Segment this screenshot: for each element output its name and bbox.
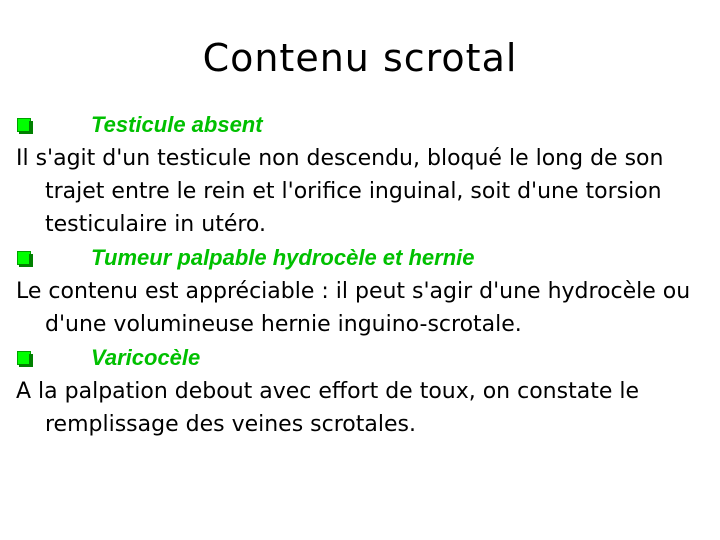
section-heading-line — [16, 241, 706, 275]
section-text: A la palpation debout avec effort de toux, on constate le remplissage des veines scrotales. — [16, 379, 639, 437]
square-bullet-icon — [17, 118, 31, 132]
slide-title: Contenu scrotal — [202, 36, 518, 80]
section-heading: Testicule absent — [91, 112, 263, 137]
section-text: Le contenu est appréciable : il peut s'agir d'une hydrocèle ou d'une volumineuse hernie inguino-scrotale. — [16, 279, 691, 337]
square-bullet-icon — [17, 351, 31, 365]
section-heading: Varicocèle — [91, 345, 201, 370]
section-heading-line — [16, 108, 706, 142]
slide-body — [16, 108, 706, 441]
square-bullet-icon — [17, 251, 31, 265]
section-text: Il s'agit d'un testicule non descendu, bloqué le long de son trajet entre le rein et l'orifice inguinal, soit d'une torsion testiculaire in utéro. — [16, 146, 664, 237]
section-heading-line — [16, 341, 706, 375]
section-heading: Tumeur palpable hydrocèle et hernie — [91, 245, 475, 270]
